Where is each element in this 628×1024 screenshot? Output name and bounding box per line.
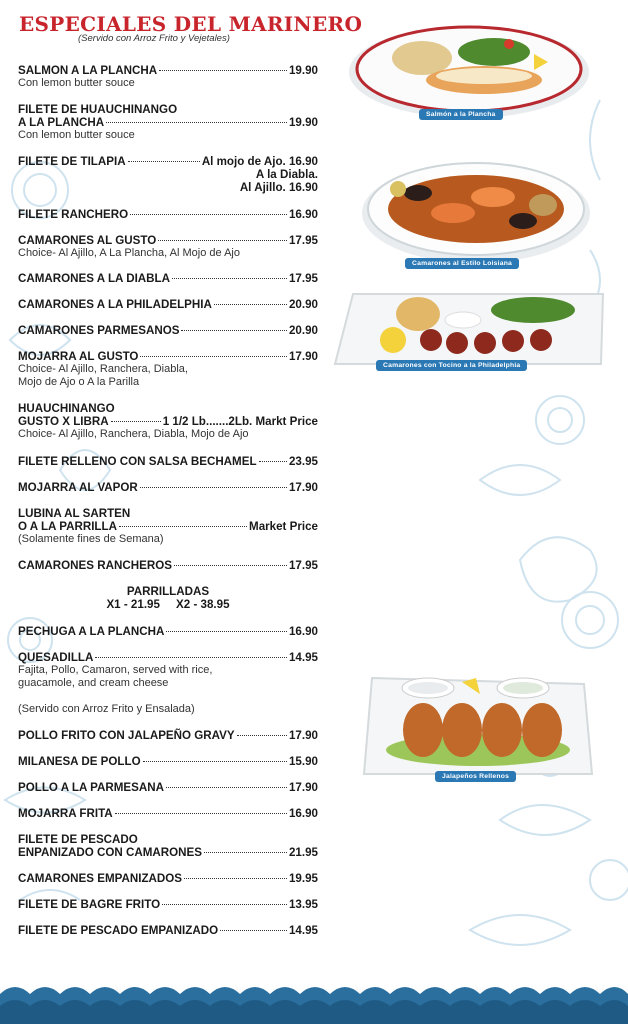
item-price: 19.90 — [288, 64, 318, 77]
menu-item-filete-huauchinango — [18, 103, 318, 142]
page-subtitle: (Servido con Arroz Frito y Vejetales) — [78, 33, 230, 44]
menu-item-camarones-empanizados — [18, 872, 318, 885]
page-title: ESPECIALES DEL MARINERO — [19, 12, 363, 36]
menu-item-mojarra-frita — [18, 807, 318, 820]
item-price: 17.95 — [288, 234, 318, 247]
photo-caption: Salmón a la Plancha — [419, 109, 503, 120]
item-name: FILETE DE BAGRE FRITO — [18, 898, 161, 911]
section-note: (Servido con Arroz Frito y Ensalada) — [18, 703, 195, 715]
parrilladas-title: PARRILLADAS — [126, 585, 210, 598]
item-price: 17.90 — [288, 481, 318, 494]
item-price: 17.90 — [288, 350, 318, 363]
item-price: 19.95 — [288, 872, 318, 885]
item-name: POLLO FRITO CON JALAPEÑO GRAVY — [18, 729, 235, 742]
item-price: 17.95 — [288, 559, 318, 572]
shrimp-louisiana-photo — [358, 153, 594, 267]
item-name: ENPANIZADO CON CAMARONES — [18, 846, 202, 859]
item-price: 16.90 — [288, 625, 318, 638]
item-name: MOJARRA AL GUSTO — [18, 350, 139, 363]
item-name: MILANESA DE POLLO — [18, 755, 141, 768]
item-price: 23.95 — [288, 455, 318, 468]
item-name: QUESADILLA — [18, 651, 94, 664]
menu-item-mojarra-al-gusto — [18, 350, 318, 388]
stuffed-jalapenos-photo — [358, 670, 598, 780]
item-price: 17.90 — [288, 729, 318, 742]
item-price: 20.90 — [288, 324, 318, 337]
item-price: 13.95 — [288, 898, 318, 911]
menu-item-huauchinango-libra — [18, 402, 318, 441]
item-description: Mojo de Ajo o A la Parilla — [18, 375, 140, 388]
item-description: (Solamente fines de Semana) — [18, 533, 164, 545]
item-name: FILETE RELLENO CON SALSA BECHAMEL — [18, 455, 257, 468]
item-description: Choice- Al Ajillo, A La Plancha, Al Mojo de Ajo — [18, 247, 240, 259]
item-price: 20.90 — [288, 298, 318, 311]
menu-item-pescado-empanizado — [18, 924, 318, 937]
menu-item-camarones-parmesanos — [18, 324, 318, 337]
item-name: CAMARONES RANCHEROS — [18, 559, 172, 572]
menu-item-pechuga — [18, 625, 318, 638]
menu-item-bagre-frito — [18, 898, 318, 911]
item-name: CAMARONES PARMESANOS — [18, 324, 180, 337]
menu-item-camarones-philadelphia — [18, 298, 318, 311]
photo-caption: Jalapeños Rellenos — [435, 771, 516, 782]
menu-item-filete-relleno — [18, 455, 318, 468]
item-price: 1 1/2 Lb.......2Lb. Markt Price — [162, 415, 318, 428]
item-price: Market Price — [249, 520, 318, 533]
item-description: Choice- Al Ajillo, Ranchera, Diabla, — [18, 363, 188, 375]
menu-item-pollo-parmesana — [18, 781, 318, 794]
item-name: O A LA PARRILLA — [18, 520, 117, 533]
menu-item-camarones-rancheros — [18, 559, 318, 572]
item-name: POLLO A LA PARMESANA — [18, 781, 164, 794]
item-description: Con lemon butter souce — [18, 77, 135, 89]
item-name-line1: HUAUCHINANGO — [18, 402, 115, 415]
item-name: FILETE DE PESCADO EMPANIZADO — [18, 924, 219, 937]
menu-item-milanesa — [18, 755, 318, 768]
item-name: A LA PLANCHA — [18, 116, 105, 129]
item-description: Con lemon butter souce — [18, 129, 135, 141]
item-name-line1: FILETE DE HUAUCHINANGO — [18, 103, 178, 116]
item-name: FILETE RANCHERO — [18, 208, 129, 221]
item-price: 19.90 — [288, 116, 318, 129]
menu-item-camarones-diabla — [18, 272, 318, 285]
menu-item-mojarra-vapor — [18, 481, 318, 494]
item-price: Al mojo de Ajo. 16.90 — [201, 155, 318, 168]
item-price: 16.90 — [288, 208, 318, 221]
item-price: 14.95 — [288, 924, 318, 937]
item-name: SALMON A LA PLANCHA — [18, 64, 158, 77]
item-price: 16.90 — [288, 807, 318, 820]
item-name-line1: FILETE DE PESCADO — [18, 833, 138, 846]
item-description: Fajita, Pollo, Camaron, served with rice, — [18, 664, 213, 676]
item-price: 21.95 — [288, 846, 318, 859]
wave-border — [0, 980, 628, 1024]
menu-item-pollo-frito — [18, 729, 318, 742]
item-option: A la Diabla. — [255, 168, 318, 181]
menu-item-lubina — [18, 507, 318, 546]
menu-item-camarones-al-gusto — [18, 234, 318, 260]
item-price: 17.90 — [288, 781, 318, 794]
item-price: 17.95 — [288, 272, 318, 285]
item-name: MOJARRA AL VAPOR — [18, 481, 138, 494]
item-price: 14.95 — [288, 651, 318, 664]
item-name: CAMARONES A LA DIABLA — [18, 272, 170, 285]
menu-item-filete-pescado-camarones — [18, 833, 318, 859]
item-price: 15.90 — [288, 755, 318, 768]
item-name: FILETE DE TILAPIA — [18, 155, 126, 168]
menu-item-filete-tilapia — [18, 155, 318, 194]
menu-item-quesadilla — [18, 651, 318, 689]
item-name: PECHUGA A LA PLANCHA — [18, 625, 165, 638]
photo-caption: Camarones con Tocino a la Philadelphia — [376, 360, 527, 371]
parrilladas-prices: X1 - 21.95 X2 - 38.95 — [106, 598, 230, 611]
item-name: GUSTO X LIBRA — [18, 415, 109, 428]
parrilladas-section — [18, 585, 318, 611]
item-description: Choice- Al Ajillo, Ranchera, Diabla, Mojo de Ajo — [18, 428, 249, 440]
item-description: guacamole, and cream cheese — [18, 676, 169, 689]
item-name: MOJARRA FRITA — [18, 807, 113, 820]
item-option: Al Ajillo. 16.90 — [239, 181, 318, 194]
menu-item-salmon — [18, 64, 318, 90]
item-name: CAMARONES A LA PHILADELPHIA — [18, 298, 212, 311]
item-name: CAMARONES AL GUSTO — [18, 234, 157, 247]
item-name-line1: LUBINA AL SARTEN — [18, 507, 131, 520]
menu-item-filete-ranchero — [18, 208, 318, 221]
item-name: CAMARONES EMPANIZADOS — [18, 872, 183, 885]
photo-caption: Camarones al Estilo Loisiana — [405, 258, 519, 269]
shrimp-bacon-photo — [333, 290, 609, 370]
salmon-dish-photo — [344, 14, 594, 122]
